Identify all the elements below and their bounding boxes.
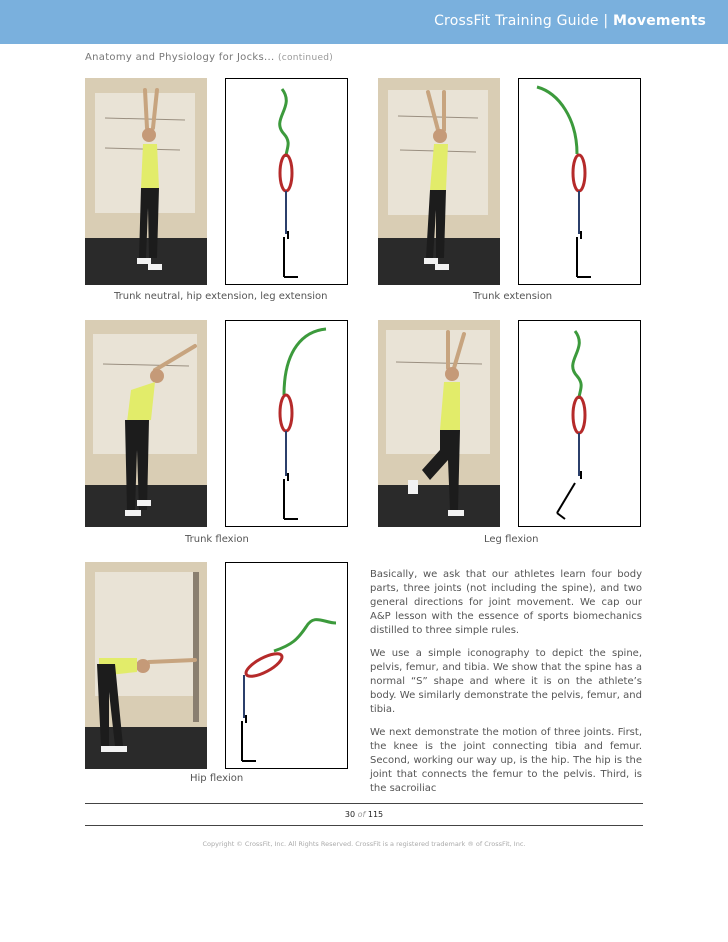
photo-trunk-flexion — [85, 320, 207, 527]
page-of: of — [357, 810, 366, 819]
diagram-leg-flexion — [518, 320, 641, 527]
copyright-notice: Copyright © CrossFit, Inc. All Rights Reserved. CrossFit is a registered trademark ® of CrossFit, Inc. — [202, 840, 526, 848]
body-text — [370, 568, 642, 805]
footer-rule-top — [85, 803, 643, 804]
spine-line — [573, 331, 581, 399]
page-current: 30 — [344, 810, 356, 819]
pelvis-oval — [280, 155, 292, 191]
section-subtitle — [85, 52, 333, 63]
subtitle-text: Anatomy and Physiology for Jocks... — [85, 52, 275, 63]
spine-line — [274, 620, 336, 651]
body-paragraph: We use a simple iconography to depict the spine, pelvis, femur, and tibia. We show that the spine has a normal “S” shape and where it is on the athlete’s body. We similarly demonstrate the pelvis, femur, and tibia. — [370, 648, 642, 715]
photo-trunk-extension — [378, 78, 500, 285]
pelvis-oval — [243, 649, 285, 680]
diagram-trunk-neutral — [225, 78, 348, 285]
header-title — [434, 13, 706, 29]
pelvis-oval — [573, 397, 585, 433]
photo-hip-flexion — [85, 562, 207, 769]
photo-trunk-neutral — [85, 78, 207, 285]
header-section-title: Movements — [612, 13, 706, 29]
photo-leg-flexion — [378, 320, 500, 527]
spine-line — [280, 89, 288, 157]
footer-rule-bottom — [85, 825, 643, 826]
header-bar — [0, 0, 728, 44]
tibia-line — [557, 483, 575, 513]
caption-trunk-flexion: Trunk flexion — [185, 534, 249, 545]
body-paragraph: We next demonstrate the motion of three joints. First, the knee is the joint connecting tibia and femur. Second, working our way up, is the hip. The hip is the joint that connects the femur to the pelvis. Third, is the sacroiliac — [370, 727, 642, 794]
spine-line — [537, 87, 577, 154]
page-total: 115 — [367, 810, 384, 819]
caption-leg-flexion: Leg flexion — [484, 534, 539, 545]
pelvis-oval — [280, 395, 292, 431]
caption-trunk-neutral: Trunk neutral, hip extension, leg extension — [114, 291, 328, 302]
diagram-trunk-flexion — [225, 320, 348, 527]
diagram-trunk-extension — [518, 78, 641, 285]
subtitle-continued: (continued) — [277, 53, 334, 63]
caption-hip-flexion: Hip flexion — [190, 773, 244, 784]
diagram-hip-flexion — [225, 562, 348, 769]
header-section: CrossFit Training Guide | — [434, 13, 609, 29]
body-paragraph: Basically, we ask that our athletes learn four body parts, three joints (not including the spine), and two general directions for joint movement. We cap our A&P lesson with the essence of sports biomechanics distilled to three simple rules. — [370, 569, 642, 636]
caption-trunk-extension: Trunk extension — [473, 291, 553, 302]
spine-line — [284, 329, 326, 395]
pelvis-oval — [573, 155, 585, 191]
page-number — [0, 810, 728, 819]
